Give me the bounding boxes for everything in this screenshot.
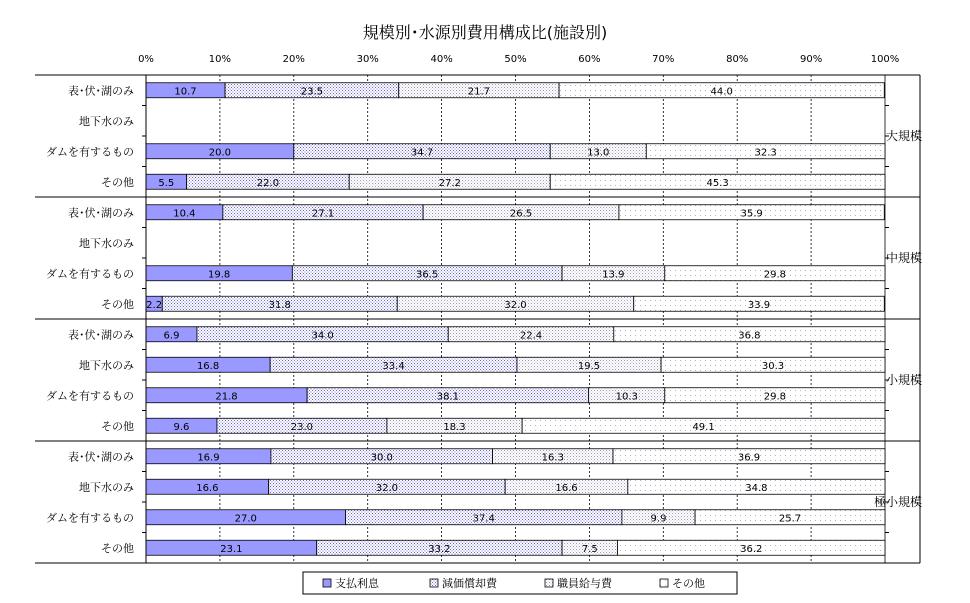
x-tick-label: 90% [799,54,823,65]
data-label: 29.8 [763,269,787,281]
data-label: 34.0 [311,330,334,342]
legend-swatch [323,579,331,587]
data-label: 33.4 [382,360,405,372]
data-label: 16.3 [541,452,564,464]
legend-swatch [430,579,438,587]
category-label: ダムを有するもの [46,145,134,159]
data-label: 25.7 [778,513,802,525]
data-label: 32.3 [754,147,777,159]
data-label: 30.0 [370,452,393,464]
category-label: その他 [101,419,134,433]
data-label: 26.5 [509,208,533,220]
data-label: 23.1 [220,543,243,555]
data-label: 36.5 [416,269,439,281]
data-label: 31.8 [268,299,291,311]
data-label: 21.8 [215,391,238,403]
legend-label: 支払利息 [335,577,379,590]
legend-swatch [660,579,668,587]
data-label: 36.9 [737,452,761,464]
category-label: 地下水のみ [79,114,134,128]
x-tick-label: 50% [504,54,527,65]
category-label: その他 [101,175,134,189]
legend-label: その他 [672,577,705,590]
data-label: 9.9 [650,513,667,525]
data-label: 27.1 [311,208,335,220]
data-label: 16.9 [197,452,220,464]
data-label: 49.1 [692,421,715,433]
data-label: 37.4 [472,513,495,525]
category-label: その他 [101,297,134,311]
data-label: 38.1 [436,391,460,403]
category-label: 表･伏･湖のみ [68,206,134,220]
category-label: 地下水のみ [79,480,134,494]
category-label: 地下水のみ [79,236,134,250]
data-label: 16.6 [196,482,219,494]
group-label: 小規模 [885,373,922,387]
data-label: 13.9 [602,269,625,281]
data-label: 30.3 [761,360,785,372]
data-label: 45.3 [706,177,729,189]
legend-label: 減価償却費 [442,577,497,590]
x-tick-label: 70% [652,54,675,65]
data-label: 44.0 [710,86,733,98]
data-label: 7.5 [581,543,598,555]
data-label: 27.0 [234,513,257,525]
data-label: 36.8 [738,330,761,342]
data-label: 33.9 [747,299,771,311]
data-label: 36.2 [740,543,763,555]
category-label: 表･伏･湖のみ [68,84,134,98]
legend [303,572,737,594]
data-label: 22.4 [519,330,543,342]
category-label: その他 [101,541,134,555]
group-label: 極小規模 [873,495,922,509]
category-label: 表･伏･湖のみ [68,450,134,464]
data-label: 16.6 [555,482,578,494]
data-label: 34.8 [745,482,768,494]
data-label: 10.7 [174,86,197,98]
data-label: 32.0 [504,299,527,311]
data-label: 13.0 [587,147,610,159]
data-label: 23.0 [290,421,314,433]
x-tick-label: 40% [430,54,453,65]
category-label: 表･伏･湖のみ [68,328,134,342]
x-tick-label: 80% [726,54,749,65]
legend-label: 職員給与費 [557,577,612,590]
category-label: ダムを有するもの [46,511,134,525]
x-tick-label: 20% [282,54,305,65]
x-tick-label: 10% [208,54,232,65]
x-axis-ticks [138,54,899,65]
data-label: 22.0 [256,177,280,189]
x-tick-label: 0% [138,54,154,65]
legend-swatch [545,579,553,587]
data-label: 5.5 [158,177,175,189]
group-label: 中規模 [885,251,922,265]
data-label: 6.9 [163,330,180,342]
data-label: 29.8 [763,391,787,403]
data-label: 2.2 [146,299,163,311]
data-label: 19.8 [208,269,231,281]
data-label: 20.0 [208,147,232,159]
data-label: 21.7 [467,86,491,98]
x-tick-label: 30% [356,54,379,65]
data-label: 27.2 [438,177,461,189]
data-label: 33.2 [428,543,451,555]
data-label: 10.3 [615,391,638,403]
data-label: 16.8 [196,360,220,372]
category-label: ダムを有するもの [46,389,134,403]
x-tick-label: 60% [578,54,601,65]
data-label: 10.4 [173,208,196,220]
chart-title: 規模別･水源別費用構成比(施設別) [362,23,608,42]
data-label: 9.6 [173,421,190,433]
x-tick-label: 100% [870,54,900,65]
data-label: 23.5 [300,86,324,98]
data-label: 35.9 [740,208,763,220]
category-label: ダムを有するもの [46,267,134,281]
data-label: 19.5 [577,360,601,372]
group-label: 大規模 [885,129,922,143]
category-label: 地下水のみ [79,358,134,372]
data-label: 32.0 [375,482,399,494]
data-label: 18.3 [443,421,466,433]
data-label: 34.7 [410,147,434,159]
